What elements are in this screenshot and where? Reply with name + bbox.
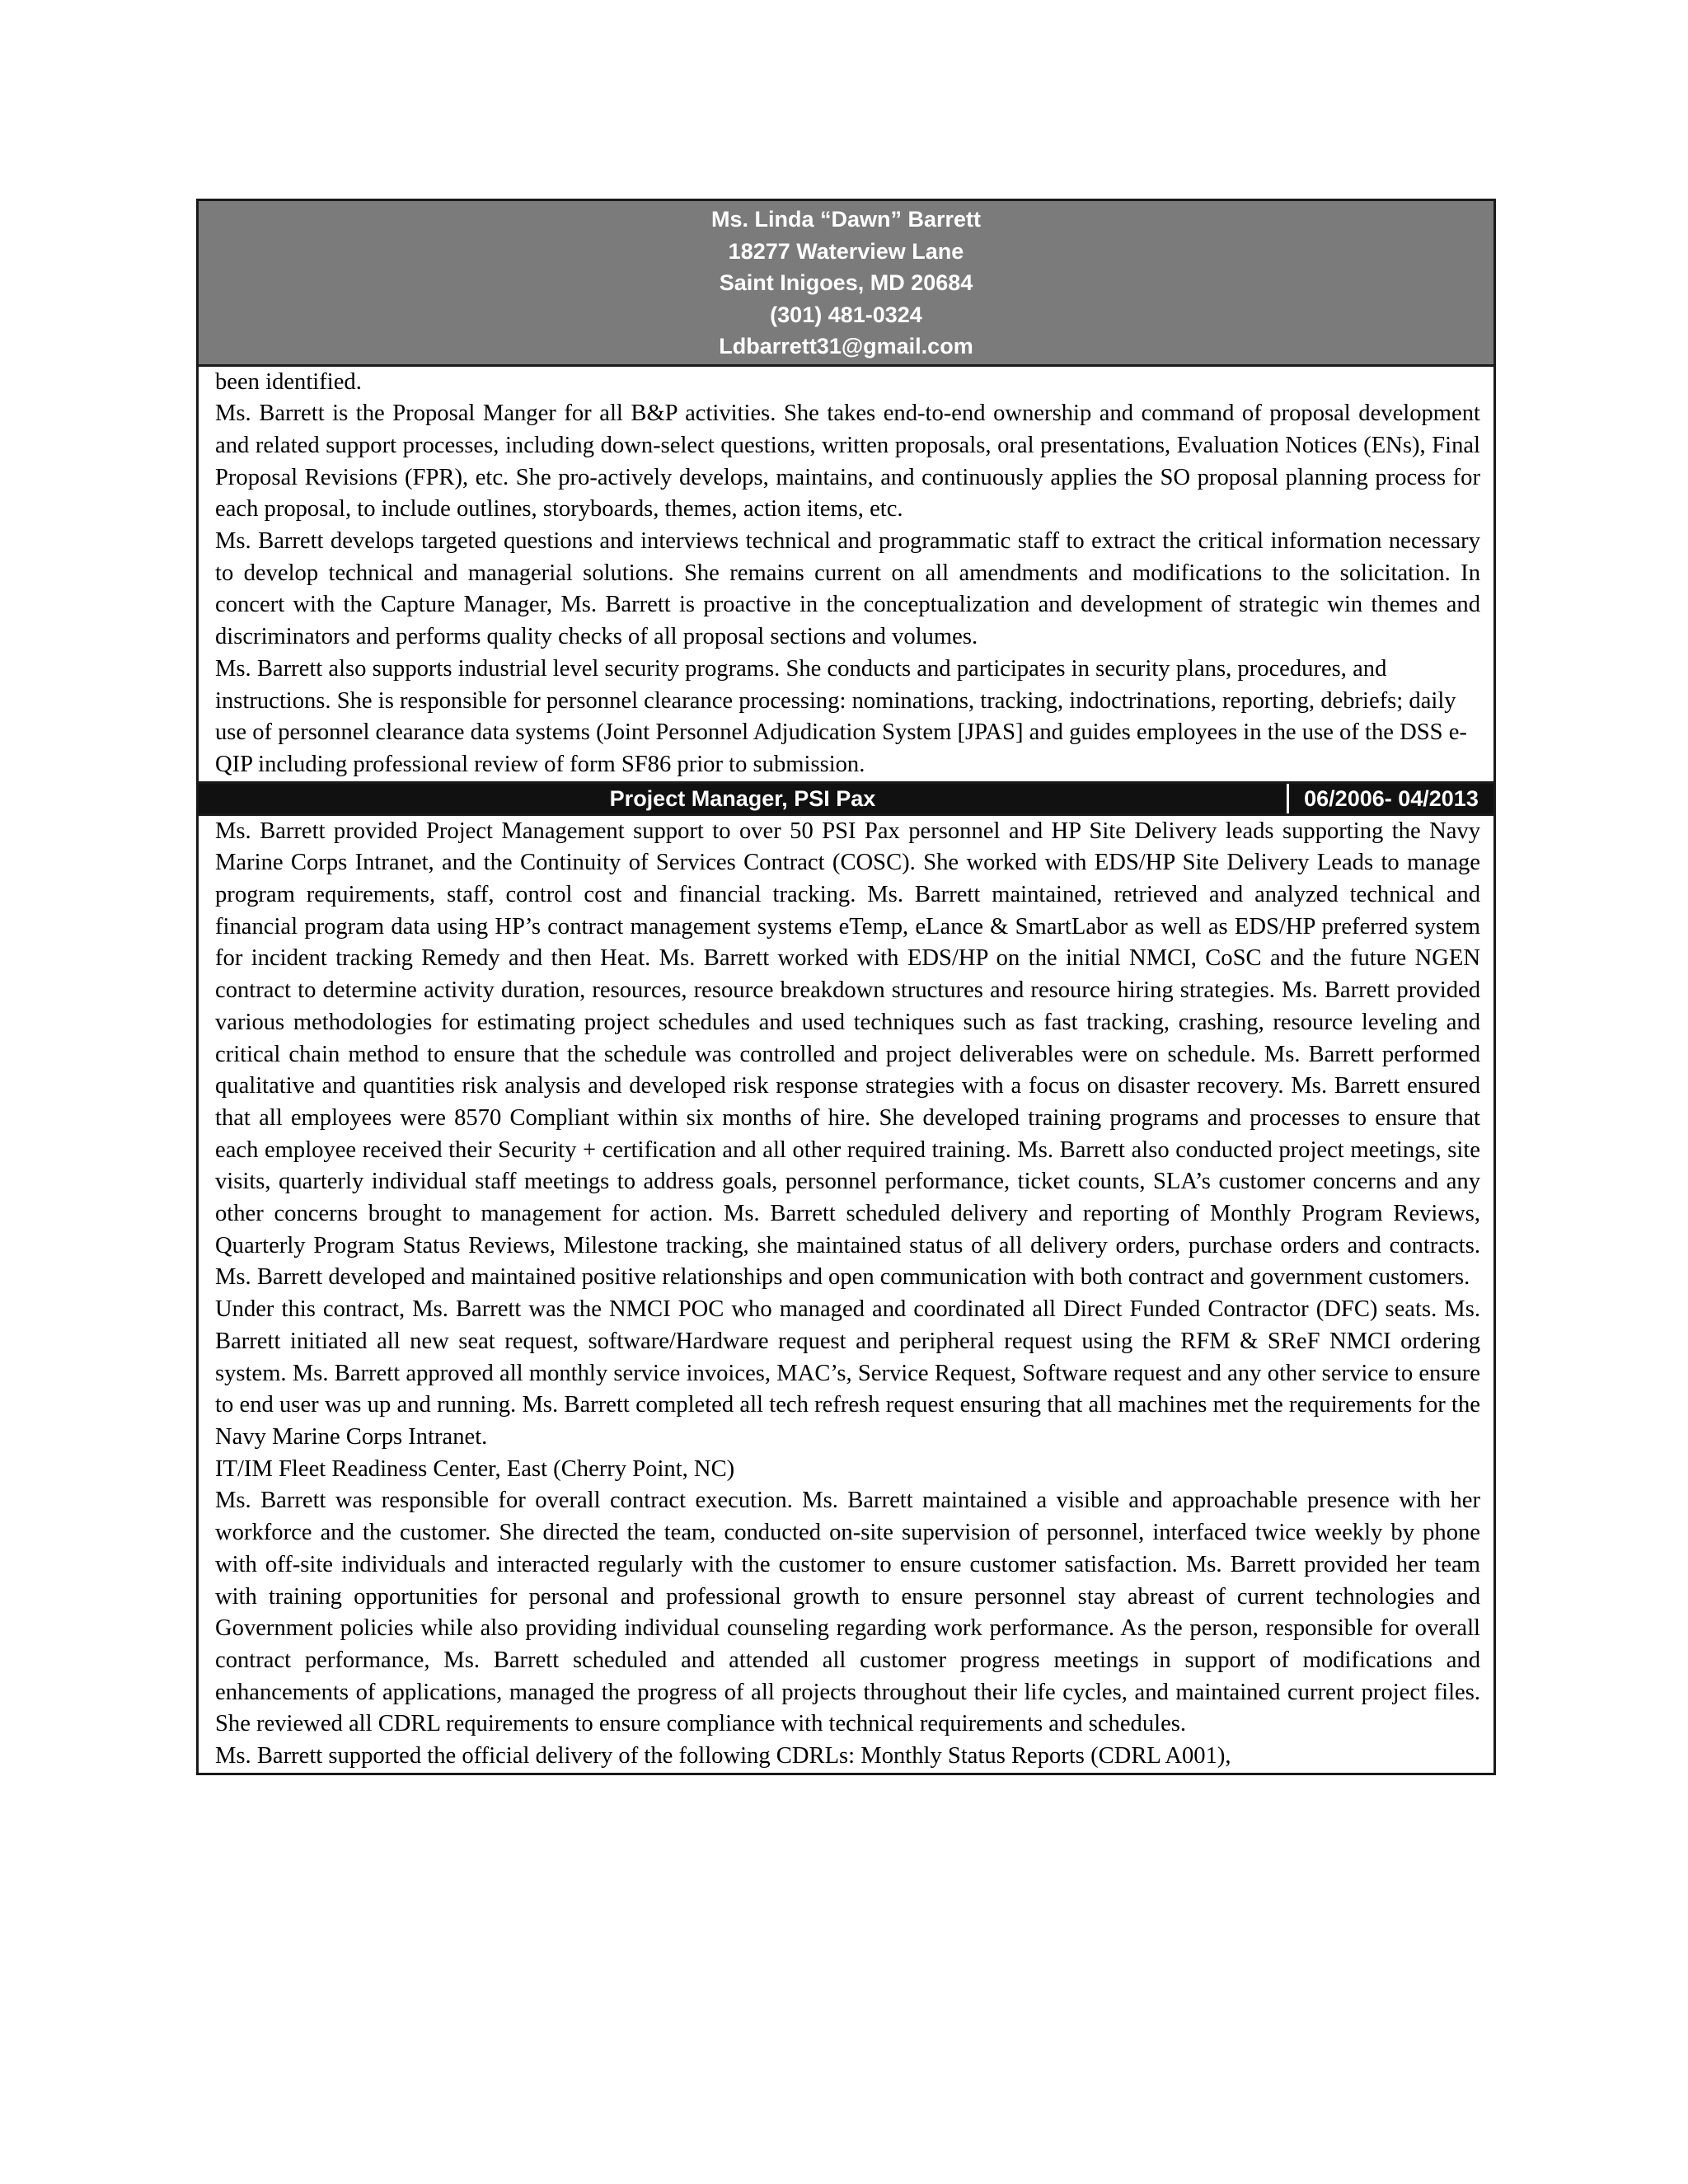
paragraph: Ms. Barrett supported the official delivery of the following CDRLs: Monthly Status Reports (CDRL A001), [215, 1743, 1231, 1769]
job-title: Project Manager, PSI Pax [609, 785, 876, 811]
job-dates: 06/2006- 04/2013 [1287, 784, 1493, 813]
contact-name: Ms. Linda “Dawn” Barrett [710, 207, 982, 232]
paragraph: Ms. Barrett was responsible for overall contract execution. Ms. Barrett maintained a visible and approachable presence with her workforce and the customer. She directed the team, conducted on-site supervision of personnel, interfaced twice weekly by phone with off-site individuals and interacted regularly with the customer to ensure customer satisfaction. Ms. Barrett provided her team with training opportunities for personal and professional growth to ensure personnel stay abreast of current technologies and Government policies while also providing individual counseling regarding work performance. As the person, responsible for overall contract performance, Ms. Barrett scheduled and attended all customer progress meetings in support of modifications and enhancements of applications, managed the progress of all projects throughout their life cycles, and maintained current project files. She reviewed all CDRL requirements to ensure compliance with technical requirements and schedules. [215, 1488, 1480, 1737]
section-project-manager [199, 816, 1493, 1773]
resume-page [196, 199, 1496, 1775]
contact-header [199, 201, 1493, 367]
contact-phone: (301) 481-0324 [770, 302, 922, 327]
paragraph: Ms. Barrett is the Proposal Manger for all B&P activities. She takes end-to-end ownership and command of proposal development and related support processes, including down-select questions, written proposals, oral presentations, Evaluation Notices (ENs), Final Proposal Revisions (FPR), etc. She pro-actively develops, maintains, and continuously applies the SO proposal planning process for each proposal, to include outlines, storyboards, themes, action items, etc. [215, 401, 1480, 523]
paragraph: Under this contract, Ms. Barrett was the NMCI POC who managed and coordinated all Direct Funded Contractor (DFC) seats. Ms. Barrett initiated all new seat request, software/Hardware request and peripheral request using the RFM & SReF NMCI ordering system. Ms. Barrett approved all monthly service invoices, MAC’s, Service Request, Software request and any other service to ensure to end user was up and running. Ms. Barrett completed all tech refresh request ensuring that all machines met the requirements for the Navy Marine Corps Intranet. [215, 1296, 1480, 1450]
paragraph: been identified. [215, 368, 362, 395]
paragraph: Ms. Barrett develops targeted questions and interviews technical and programmatic staff to extract the critical information necessary to develop technical and managerial solutions. She remains current on all amendments and modifications to the solicitation. In concert with the Capture Manager, Ms. Barrett is proactive in the conceptualization and development of strategic win themes and discriminators and performs quality checks of all proposal sections and volumes. [215, 528, 1480, 650]
contact-email[interactable]: Ldbarrett31@gmail.com [719, 334, 973, 359]
paragraph: Ms. Barrett also supports industrial level security programs. She conducts and participates in security plans, procedures, and instructions. She is responsible for personnel clearance processing: nominations, tracking, indoctrinations, reporting, debriefs; daily use of personnel clearance data systems (Joint Personnel Adjudication System [JPAS] and guides employees in the use of the DSS e-QIP including professional review of form SF86 prior to submission. [215, 655, 1467, 777]
contact-city: Saint Inigoes, MD 20684 [719, 270, 973, 295]
paragraph: Ms. Barrett provided Project Management support to over 50 PSI Pax personnel and HP Site Delivery leads supporting the Navy Marine Corps Intranet, and the Continuity of Services Contract (COSC). She worked with EDS/HP Site Delivery Leads to manage program requirements, staff, control cost and financial tracking. Ms. Barrett maintained, retrieved and analyzed technical and financial program data using HP’s contract management systems eTemp, eLance & SmartLabor as well as EDS/HP preferred system for incident tracking Remedy and then Heat. Ms. Barrett worked with EDS/HP on the initial NMCI, CoSC and the future NGEN contract to determine activity duration, resources, resource breakdown structures and resource hiring strategies. Ms. Barrett provided various methodologies for estimating project schedules and used techniques such as fast tracking, crashing, resource leveling and critical chain method to ensure that the schedule was controlled and project deliverables were on schedule. Ms. Barrett performed qualitative and quantities risk analysis and developed risk response strategies with a focus on disaster recovery. Ms. Barrett ensured that all employees were 8570 Compliant within six months of hire. She developed training programs and processes to ensure that each employee received their Security + certification and all other required training. Ms. Barrett also conducted project meetings, site visits, quarterly individual staff meetings to address goals, personnel performance, ticket counts, SLA’s customer concerns and any other concerns brought to management for action. Ms. Barrett scheduled delivery and reporting of Monthly Program Reviews, Quarterly Program Status Reviews, Milestone tracking, she maintained status of all delivery orders, purchase orders and contracts. Ms. Barrett developed and maintained positive relationships and open communication with both contract and government customers. [215, 818, 1480, 1291]
contact-street: 18277 Waterview Lane [728, 238, 964, 264]
section-proposal-manager [199, 367, 1493, 781]
paragraph: IT/IM Fleet Readiness Center, East (Cherry Point, NC) [215, 1455, 735, 1482]
job-header-bar [199, 781, 1493, 816]
